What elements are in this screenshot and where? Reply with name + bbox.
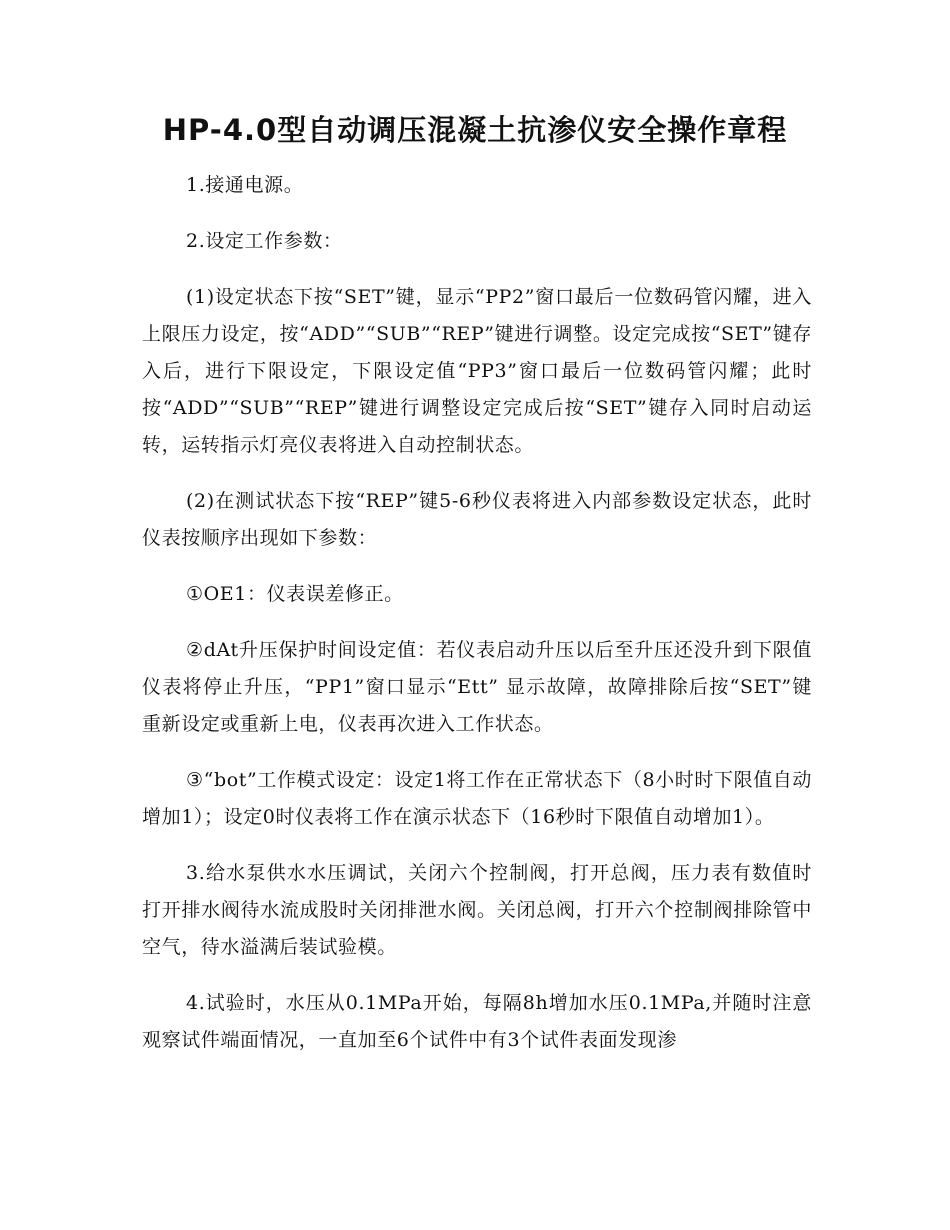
paragraph-step-2-2: (2)在测试状态下按“REP”键5-6秒仪表将进入内部参数设定状态，此时仪表按顺序出现如下参数： (142, 490, 812, 549)
paragraph-param-bot: ③“bot”工作模式设定：设定1将工作在正常状态下（8小时时下限值自动增加1）；设定0时仪表将工作在演示状态下（16秒时下限值自动增加1）。 (142, 769, 812, 828)
paragraph-step-4: 4.试验时，水压从0.1MPa开始，每隔8h增加水压0.1MPa,并随时注意观察试件端面情况，一直加至6个试件中有3个试件表面发现渗 (142, 992, 812, 1051)
paragraph-step-2: 2.设定工作参数： (186, 230, 343, 252)
document-title: HP-4.0型自动调压混凝土抗渗仪安全操作章程 (162, 113, 788, 147)
paragraph-step-3: 3.给水泵供水水压调试，关闭六个控制阀，打开总阀，压力表有数值时打开排水阀待水流成股时关闭排泄水阀。关闭总阀，打开六个控制阀排除管中空气，待水溢满后装试验模。 (142, 862, 812, 958)
paragraph-step-2-1: (1)设定状态下按“SET”键，显示“PP2”窗口最后一位数码管闪耀，进入上限压力设定，按“ADD”“SUB”“REP”键进行调整。设定完成按“SET”键存入后，进行下限设定，下限设定值“PP3”窗口最后一位数码管闪耀；此时按“ADD”“SUB”“REP”键进行调整设定完成后按“SET”键存入同时启动运转，运转指示灯亮仪表将进入自动控制状态。 (142, 286, 812, 456)
paragraph-step-1: 1.接通电源。 (186, 174, 304, 196)
paragraph-param-oe1: ①OE1：仪表误差修正。 (186, 583, 404, 605)
document-body (142, 167, 812, 1078)
paragraph-param-dat: ②dAt升压保护时间设定值：若仪表启动升压以后至升压还没升到下限值仪表将停止升压，“PP1”窗口显示“Ett” 显示故障，故障排除后按“SET”键重新设定或重新上电，仪表再次进入工作状态。 (142, 639, 812, 735)
